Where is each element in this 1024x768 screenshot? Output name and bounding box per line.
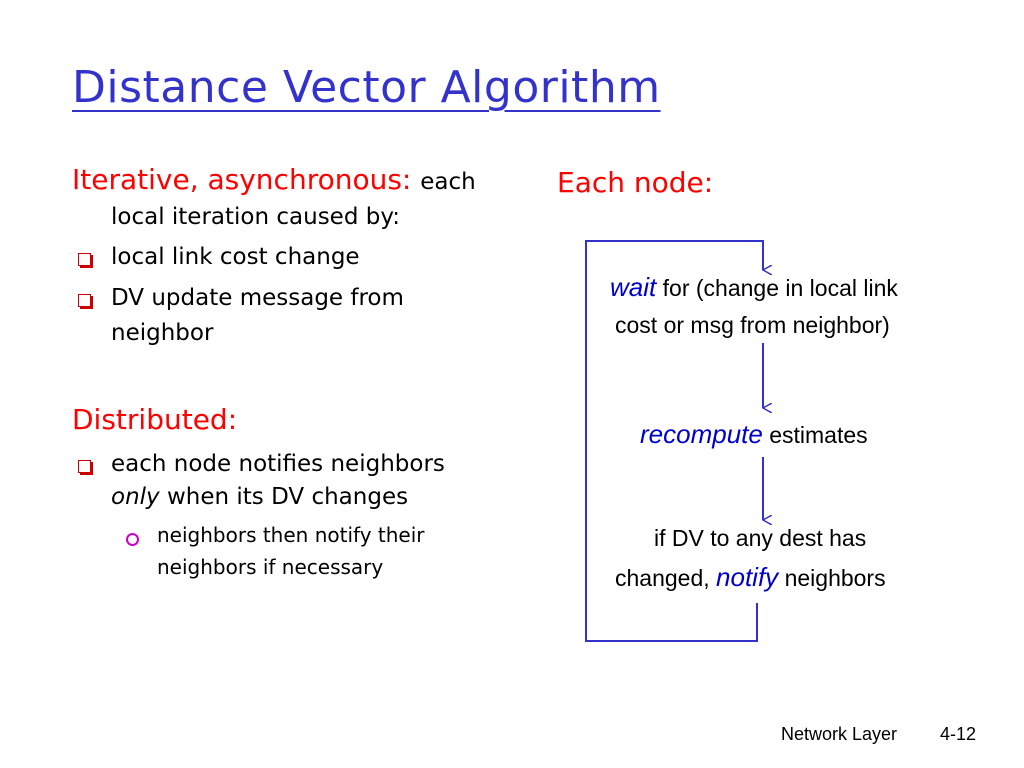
- notify-word: notify: [716, 562, 779, 592]
- footer-page-number: 4-12: [940, 724, 977, 744]
- notify-post: neighbors: [784, 565, 886, 591]
- bullet-notifies: each node notifies neighbors: [111, 451, 445, 477]
- bullet-notifies-rest: when its DV changes: [166, 484, 409, 510]
- recompute-word: recompute: [640, 419, 763, 449]
- bullet-dv-update-line2: neighbor: [111, 320, 214, 346]
- recompute-rest: estimates: [769, 422, 868, 448]
- wait-step-line2: cost or msg from neighbor): [615, 312, 890, 338]
- recompute-step: [640, 419, 868, 450]
- notify-step-line2: [615, 562, 886, 593]
- wait-word: wait: [610, 272, 657, 302]
- notify-pre: changed,: [615, 565, 710, 591]
- notify-step-line1: if DV to any dest has: [654, 525, 867, 551]
- heading-iterative-label: Iterative, asynchronous:: [72, 163, 412, 196]
- wait-step: [610, 272, 898, 303]
- sub-bullet-line2: neighbors if necessary: [157, 555, 384, 579]
- heading-distributed: Distributed:: [72, 403, 238, 436]
- only-emphasis: only: [111, 484, 160, 510]
- heading-iterative-rest: each: [420, 169, 476, 195]
- page-title: Distance Vector Algorithm: [72, 62, 661, 113]
- heading-iterative-line2: local iteration caused by:: [111, 204, 401, 230]
- heading-each-node: Each node:: [557, 166, 714, 199]
- bullet-dv-update: DV update message from: [111, 285, 404, 311]
- bullet-link-cost: local link cost change: [111, 244, 360, 270]
- sub-bullet-line1: neighbors then notify their: [157, 523, 425, 547]
- footer-label: Network Layer: [781, 724, 898, 744]
- wait-rest: for (change in local link: [662, 275, 898, 301]
